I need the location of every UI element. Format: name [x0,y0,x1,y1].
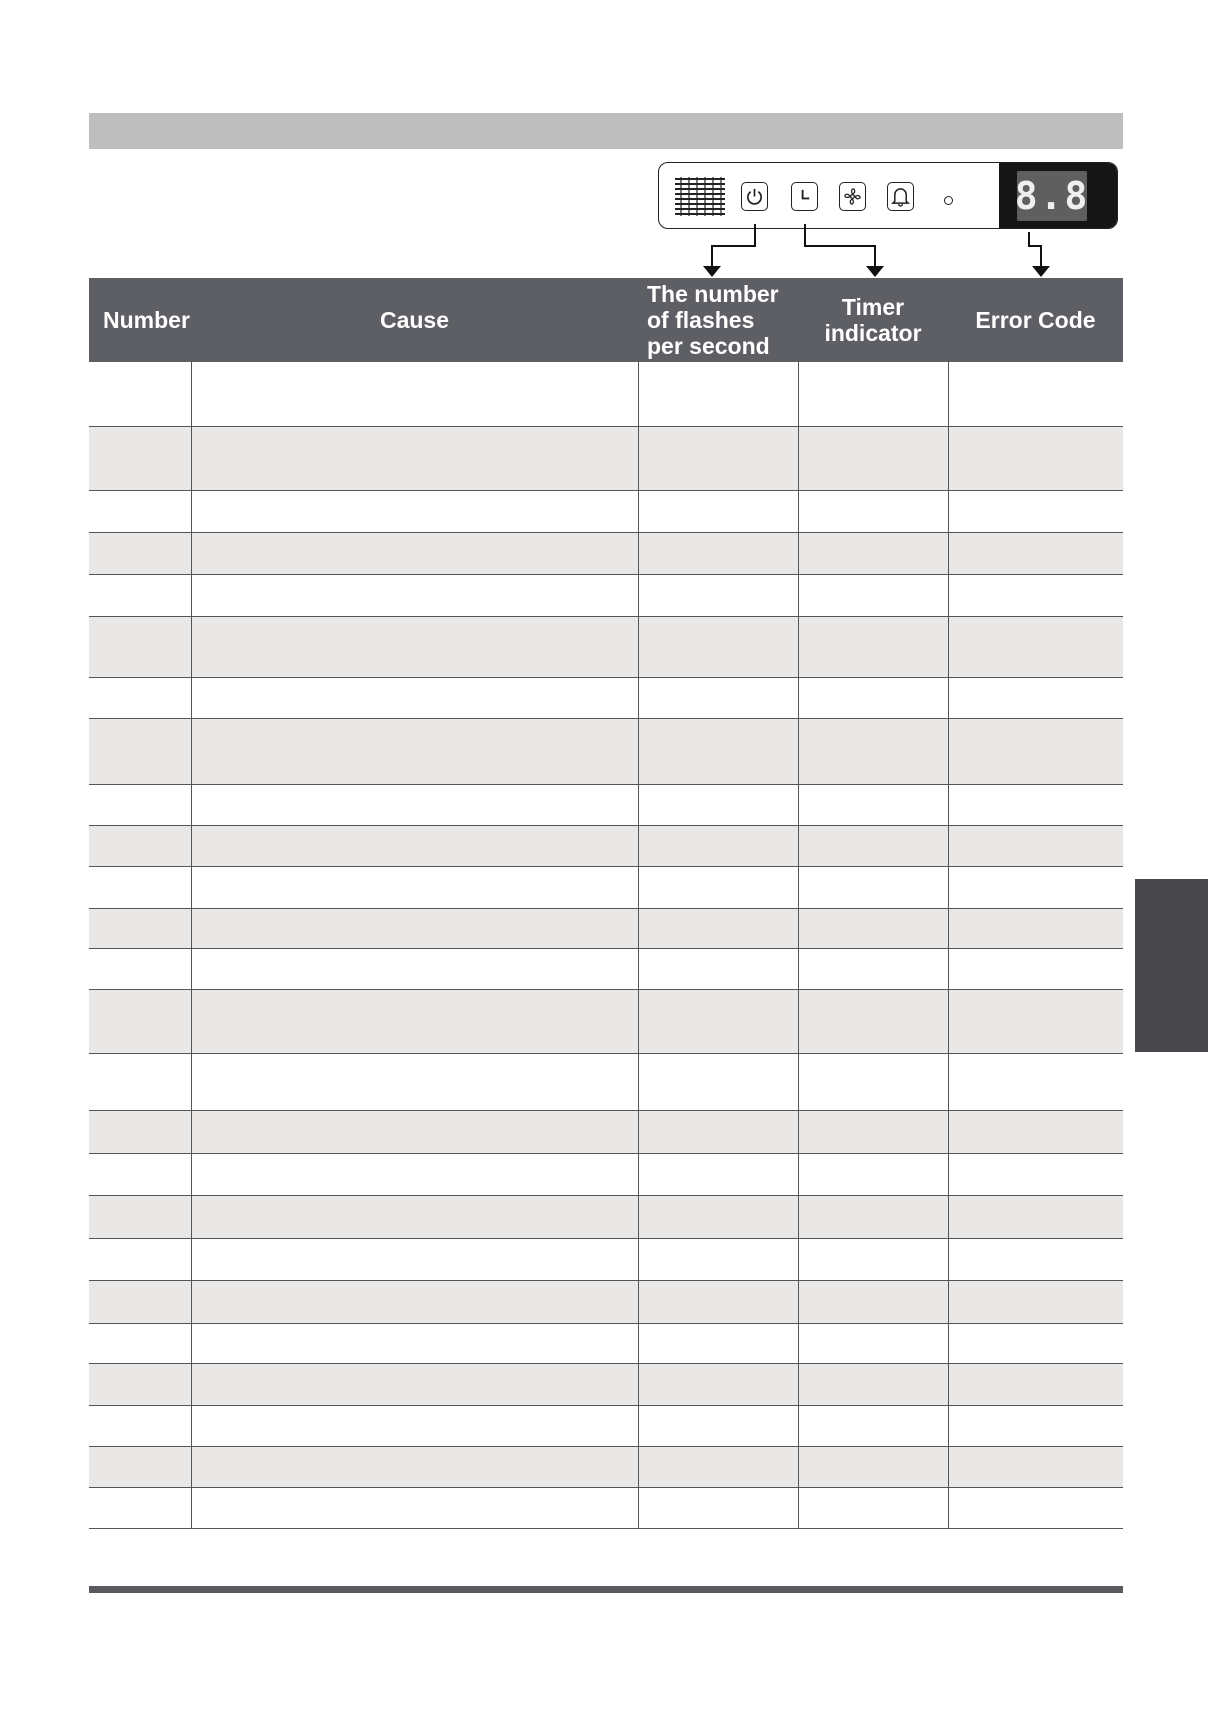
cell-timer [798,825,948,866]
cell-error [948,989,1123,1053]
cell-number [89,426,191,490]
table-row [89,362,1123,426]
cell-number [89,574,191,616]
cell-flashes [638,490,798,532]
cell-error [948,948,1123,989]
cell-cause [191,1238,638,1280]
table-row [89,574,1123,616]
table-row [89,1323,1123,1363]
cell-timer [798,1195,948,1238]
cell-number [89,866,191,908]
cell-cause [191,1153,638,1195]
cell-error [948,825,1123,866]
cell-timer [798,490,948,532]
cell-flashes [638,532,798,574]
cell-flashes [638,784,798,825]
cell-cause [191,948,638,989]
cell-number [89,1110,191,1153]
cell-number [89,908,191,948]
cell-flashes [638,825,798,866]
cell-cause [191,1487,638,1528]
table-header-row [89,278,1123,362]
cell-error [948,1238,1123,1280]
header-timer-line: indicator [824,320,922,346]
cell-flashes [638,718,798,784]
alarm-button-icon [887,182,914,211]
cell-cause [191,574,638,616]
cell-timer [798,1487,948,1528]
cell-error [948,1195,1123,1238]
cell-number [89,718,191,784]
table-row [89,1153,1123,1195]
cell-timer [798,1110,948,1153]
cell-cause [191,1195,638,1238]
cell-timer [798,1238,948,1280]
cell-flashes [638,1110,798,1153]
cell-cause [191,1446,638,1487]
control-panel-illustration [658,162,1118,231]
cell-cause [191,1110,638,1153]
cell-timer [798,616,948,677]
cell-timer [798,1405,948,1446]
header-flashes-line: per second [647,333,770,359]
cell-timer [798,1363,948,1405]
cell-flashes [638,1153,798,1195]
cell-error [948,1487,1123,1528]
cell-number [89,825,191,866]
cell-error [948,574,1123,616]
cell-timer [798,948,948,989]
cell-flashes [638,362,798,426]
cell-error [948,1323,1123,1363]
cell-flashes [638,948,798,989]
vent-grille-icon [675,177,725,216]
cell-error [948,1446,1123,1487]
table-row [89,426,1123,490]
table-row [89,825,1123,866]
cell-cause [191,989,638,1053]
cell-flashes [638,1238,798,1280]
cell-number [89,1487,191,1528]
cell-number [89,1323,191,1363]
table-row [89,1238,1123,1280]
timer-clock-icon [795,187,814,206]
cell-timer [798,908,948,948]
table-row [89,490,1123,532]
table-row [89,616,1123,677]
cell-timer [798,1323,948,1363]
cell-timer [798,718,948,784]
cell-flashes [638,1363,798,1405]
fan-button-icon [839,182,866,211]
table-row [89,677,1123,718]
cell-cause [191,866,638,908]
table-row [89,1363,1123,1405]
cell-timer [798,426,948,490]
cell-error [948,362,1123,426]
header-timer-line: Timer [841,294,905,320]
cell-timer [798,677,948,718]
cell-flashes [638,616,798,677]
cell-flashes [638,866,798,908]
table-row [89,1280,1123,1323]
cell-cause [191,362,638,426]
cell-error [948,718,1123,784]
cell-flashes [638,426,798,490]
cell-flashes [638,989,798,1053]
table-row [89,989,1123,1053]
header-cause: Cause [191,278,638,362]
table-row [89,1110,1123,1153]
cell-flashes [638,677,798,718]
section-header-band [89,113,1123,149]
cell-cause [191,825,638,866]
cell-timer [798,1153,948,1195]
cell-timer [798,532,948,574]
table-row [89,718,1123,784]
cell-number [89,1153,191,1195]
bottom-rule [89,1586,1123,1593]
header-flashes-line: The number [647,281,779,307]
cell-error [948,1153,1123,1195]
cell-number [89,1446,191,1487]
bell-icon [891,186,910,207]
cell-timer [798,866,948,908]
cell-timer [798,1446,948,1487]
cell-timer [798,1053,948,1110]
cell-error [948,426,1123,490]
cell-flashes [638,1053,798,1110]
cell-number [89,948,191,989]
cell-flashes [638,1323,798,1363]
power-button-icon [741,182,768,211]
cell-error [948,908,1123,948]
power-icon [745,187,764,206]
cell-error [948,532,1123,574]
cell-cause [191,677,638,718]
cell-flashes [638,1405,798,1446]
cell-number [89,362,191,426]
cell-cause [191,616,638,677]
cell-cause [191,1363,638,1405]
cell-timer [798,1280,948,1323]
error-code-table [89,278,1123,1529]
cell-error [948,490,1123,532]
cell-timer [798,574,948,616]
cell-cause [191,490,638,532]
arrow-to-error-code-icon [1032,266,1050,277]
cell-error [948,1110,1123,1153]
cell-cause [191,718,638,784]
cell-error [948,866,1123,908]
cell-error [948,1363,1123,1405]
cell-flashes [638,1195,798,1238]
cell-error [948,784,1123,825]
table-body [89,362,1123,1528]
cell-number [89,784,191,825]
fan-icon [842,186,863,207]
cell-error [948,1405,1123,1446]
cell-cause [191,784,638,825]
table-row [89,1446,1123,1487]
cell-timer [798,989,948,1053]
cell-number [89,1195,191,1238]
control-panel-body [658,162,1118,229]
cell-cause [191,1053,638,1110]
header-error-code: Error Code [948,278,1123,362]
header-number: Number [89,278,191,362]
timer-button-icon [791,182,818,211]
cell-number [89,1053,191,1110]
cell-flashes [638,1280,798,1323]
cell-number [89,677,191,718]
cell-flashes [638,1446,798,1487]
cell-cause [191,426,638,490]
header-timer-indicator [798,278,948,362]
cell-cause [191,532,638,574]
cell-number [89,1363,191,1405]
cell-error [948,1053,1123,1110]
cell-flashes [638,574,798,616]
cell-error [948,616,1123,677]
cell-flashes [638,908,798,948]
cell-number [89,1280,191,1323]
table-row [89,866,1123,908]
cell-number [89,616,191,677]
cell-cause [191,1323,638,1363]
cell-number [89,1238,191,1280]
table-row [89,1053,1123,1110]
cell-number [89,532,191,574]
table-row [89,1195,1123,1238]
table-row [89,532,1123,574]
table-row [89,1487,1123,1528]
cell-flashes [638,1487,798,1528]
seven-segment-display [1014,171,1090,221]
cell-error [948,677,1123,718]
side-section-tab [1135,879,1208,1052]
cell-cause [191,1405,638,1446]
table-row [89,908,1123,948]
display-readout: 8.8 [1014,174,1090,218]
header-flashes-per-second [638,278,798,362]
cell-timer [798,362,948,426]
indicator-dot-icon [944,196,953,205]
cell-number [89,1405,191,1446]
header-flashes-line: of flashes [647,307,755,333]
cell-number [89,490,191,532]
cell-timer [798,784,948,825]
table-row [89,1405,1123,1446]
cell-error [948,1280,1123,1323]
table-row [89,784,1123,825]
table-row [89,948,1123,989]
cell-cause [191,1280,638,1323]
arrow-to-flashes-icon [703,266,721,277]
arrow-to-timer-icon [866,266,884,277]
cell-cause [191,908,638,948]
cell-number [89,989,191,1053]
